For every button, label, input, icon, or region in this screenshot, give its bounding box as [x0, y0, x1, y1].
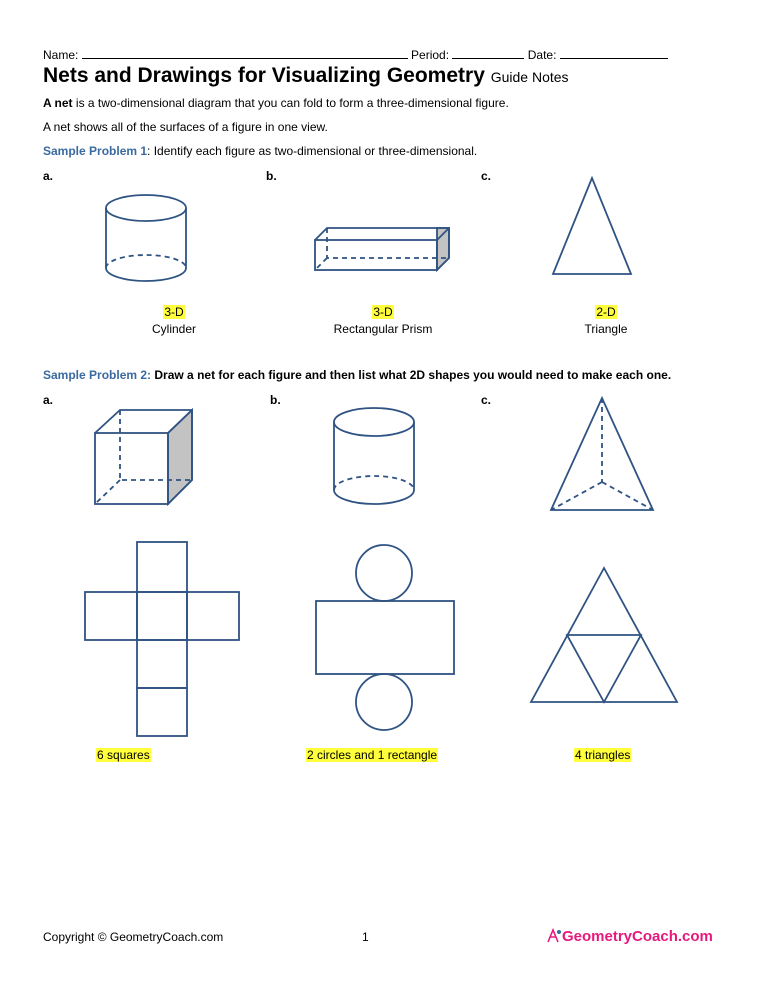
problem2-letter-a: a. — [43, 393, 54, 407]
problem2-label: Sample Problem 2: — [43, 368, 152, 382]
problem2-heading — [43, 368, 671, 382]
definition-text: is a two-dimensional diagram that you can fold to form a three-dimensional figure. — [72, 96, 509, 110]
answer2-a-text: 6 squares — [97, 748, 150, 762]
answer1-c — [516, 304, 696, 338]
answer1-a — [84, 304, 264, 338]
answer1-c-dim: 2-D — [596, 305, 616, 319]
footer-brand[interactable] — [546, 928, 713, 944]
cylinder-net — [316, 545, 454, 730]
problem2-text: Draw a net for each figure and then list what 2D shapes you would need to make each one. — [151, 368, 672, 382]
answer1-b-name: Rectangular Prism — [333, 322, 433, 336]
pyramid-figure — [551, 398, 653, 510]
problem1-letter-c: c. — [481, 169, 492, 183]
problem1-text: : Identify each figure as two-dimensional or three-dimensional. — [147, 144, 478, 158]
answer2-b — [306, 748, 438, 762]
answer2-a — [96, 748, 151, 762]
problem1-letter-b: b. — [266, 169, 277, 183]
answer2-c-text: 4 triangles — [575, 748, 631, 762]
date-label: Date: — [527, 48, 557, 62]
name-label: Name: — [43, 48, 79, 62]
definition-term: A net — [43, 96, 73, 110]
problem2-letter-c: c. — [481, 393, 492, 407]
answer1-a-name: Cylinder — [151, 322, 196, 336]
rectangular-prism-figure — [315, 228, 449, 270]
brand-logo-icon — [546, 928, 562, 944]
title-main: Nets and Drawings for Visualizing Geometry — [43, 64, 485, 87]
footer-copyright: Copyright © GeometryCoach.com — [43, 930, 224, 944]
answer1-a-dim: 3-D — [164, 305, 184, 319]
cube-net — [85, 542, 239, 736]
answer2-b-text: 2 circles and 1 rectangle — [307, 748, 438, 762]
cylinder-figure — [106, 195, 186, 281]
cube-figure — [95, 410, 192, 504]
problem1-label: Sample Problem 1 — [43, 144, 148, 158]
title-sub: Guide Notes — [490, 69, 569, 85]
brand-text: GeometryCoach.com — [562, 928, 713, 944]
footer-page-number: 1 — [362, 930, 369, 944]
answer1-b — [293, 304, 473, 338]
period-label: Period: — [411, 48, 450, 62]
cylinder2-figure — [334, 408, 414, 504]
net-description: A net shows all of the surfaces of a figure in one view. — [43, 120, 328, 134]
triangle-net — [531, 568, 677, 702]
answer1-c-name: Triangle — [584, 322, 628, 336]
problem2-letter-b: b. — [270, 393, 281, 407]
answer2-c — [574, 748, 631, 762]
triangle-figure — [553, 178, 631, 274]
problem1-letter-a: a. — [43, 169, 54, 183]
answer1-b-dim: 3-D — [373, 305, 393, 319]
